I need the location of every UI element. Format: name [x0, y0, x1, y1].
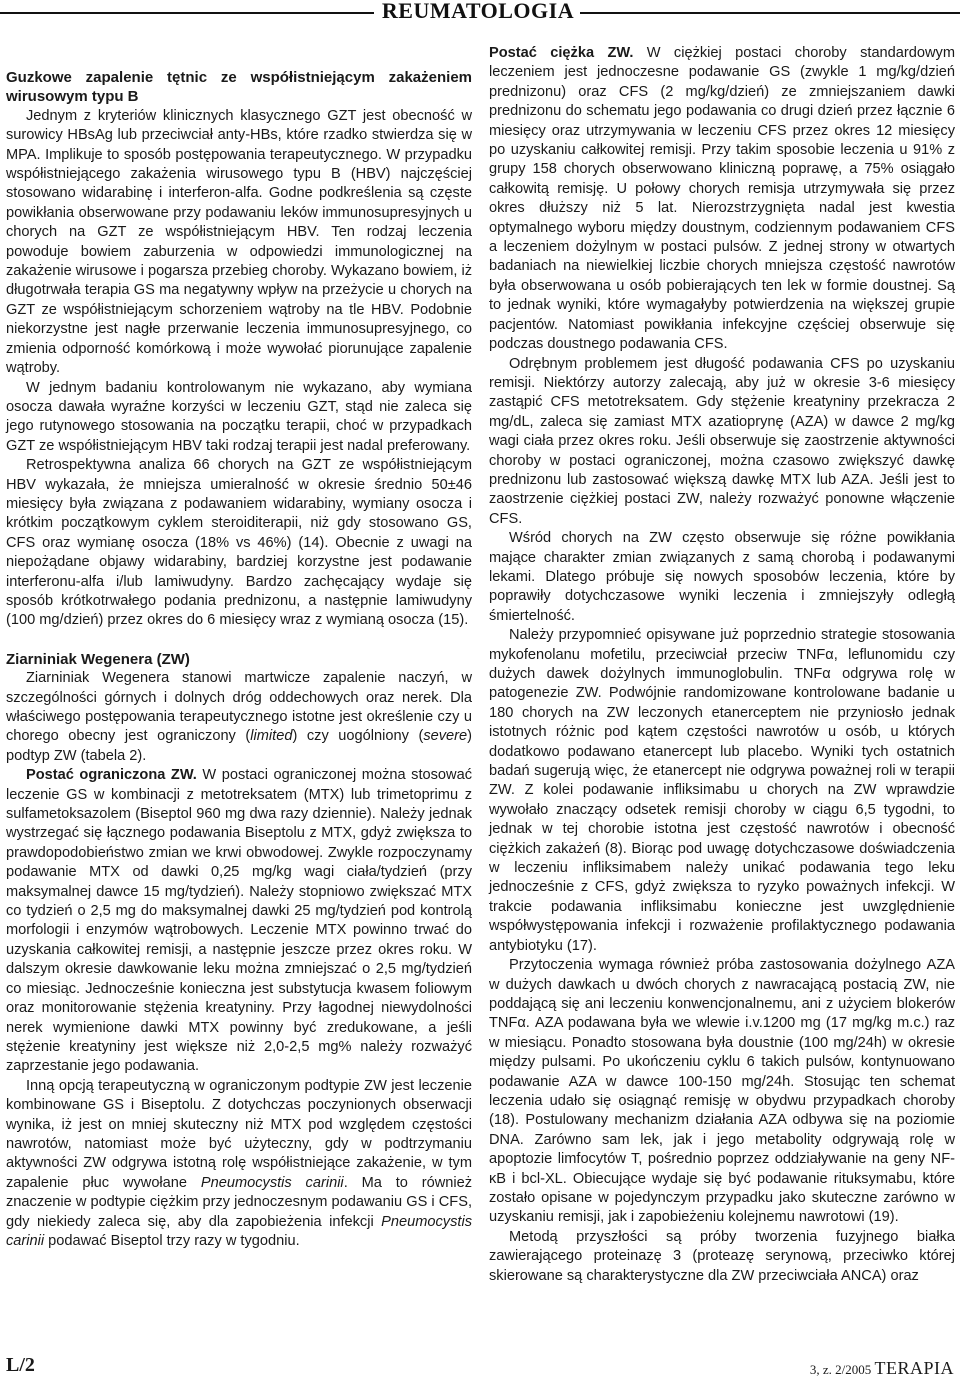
paragraph: Postać ograniczona ZW. W postaci ograniczonej można stosować leczenie GS w kombinacji z metotreksatem (MTX) lub trimetoprimu z sulfametoksazolem (Biseptol 960 mg dwa razy dziennie). Należy jednak wystrzegać się łącznego podawania Biseptolu z MTX, gdyż zwiększa to prawdopodobieństwo zmian we krwi obwodowej. Zwykle rozpoczynamy podawanie MTX od dawki 0,25 mg/kg wagi ciała/tydzień (przy maksymalnej dawce 15 mg/tydzień). Należy stopniowo zwiększać MTX co tydzień o 2,5 mg do maksymalnej dawki 25 mg/tydzień pod kontrolą morfologii i enzymów wątrobowych. Leczenie MTX powinno trwać do uzyskania całkowitej remisji, a następnie jeszcze przez okres roku. W dalszym okresie dawkowanie leku można zmniejszać o 2,5 mg/tydzień co miesiąc. Jednocześnie konieczna jest substytucja kwasem foliowym oraz monitorowanie stężenia kreatyniny. Przy łagodnej niewydolności nerek wymienione dawki MTX powinny być zredukowane, a jeśli stężenie kreatyniny jest większe niż 2,0-2,5 mg% należy rozważyć zaprzestanie jego podawania. — [6, 767, 472, 1075]
left-column — [6, 68, 472, 1251]
page-number: L/2 — [6, 1354, 35, 1376]
run-in-heading: Postać ograniczona ZW. — [26, 767, 197, 784]
paragraph: Retrospektywna analiza 66 chorych na GZT ze współistniejącym HBV wykazała, że mniejsza umieralność w okresie średnio 50±46 miesięcy była związana z podawaniem widarabiny, wymiany osocza i krótkim początkowym cyklem steroiditerapii, niż gdy stosowano GS, CFS oraz wymianę osocza (18% vs 46%) (14). Obecnie z uwagi na niepożądane objawy widarabiny, bardziej korzystne jest podawanie interferonu-alfa i/lub lamiwudyny. Bardzo zachęcający wydaje się sposób krótkotrwałego podania prednizonu, a następnie lamiwudyny (100 mg/dzień) przez okres do 6 miesięcy wraz z wymianą osocza (15). — [6, 457, 472, 629]
journal-name: TERAPIA — [874, 1358, 954, 1378]
heading-gzt-hbv: Guzkowe zapalenie tętnic ze współistniejącym zakażeniem wirusowym typu B — [6, 69, 472, 106]
issue-info: 3, z. 2/2005 — [809, 1362, 872, 1377]
paragraph: Jednym z kryteriów klinicznych klasycznego GZT jest obecność w surowicy HBsAg lub przeciwciał anty-HBs, które rzadko stwierdza się w MPA. Implikuje to sposób postępowania terapeutycznego. W przypadku współistniejącego zakażenia wirusowego typu B (HBV) najczęściej stosowano widarabinę i interferon-alfa. Godne podkreślenia są częste powikłania obserwowane przy podawaniu leków immunosupresyjnych u chorych na GZT ze współistniejącym HBV. Ten rodzaj leczenia powoduje bowiem zaburzenia w odpowiedzi immunologicznej na zakażenie wirusowe i pogarsza przebieg choroby. Wykazano bowiem, iż długotrwała terapia GS ma negatywny wpływ na przeżycie u chorych na GZT ze współistniejącym schorzeniem wątroby na tle HBV. Podobnie niekorzystne jest nagłe przerwanie leczenia immunosupresyjnego, co zmienia odporność komórkową i może wywołać piorunujące zapalenie wątroby. — [6, 107, 473, 377]
journal-footer — [810, 1358, 954, 1379]
paragraph: Odrębnym problemem jest długość podawania CFS po uzyskaniu remisji. Niektórzy autorzy zalecają, aby już w okresie 3-6 miesięcy zastąpić CFS metotreksatem. Gdy stężenie kreatyniny przekracza 2 mg/dL, zaleca się zamiast MTX azatioprynę (AZA) w dawce 2 mg/kg wagi ciała przez okres roku. Jeśli obserwuje się zaostrzenie aktywności choroby w postaci ograniczonej, można czasowo zwiększyć dawkę prednizonu lub zastosować większą dawkę MTX lub AZA. Jeśli jest to zaostrzenie ciężkiej postaci ZW, należy rozważyć ponowne włączenie CFS. — [489, 355, 955, 527]
paragraph: Wśród chorych na ZW często obserwuje się różne powikłania mające charakter zmian związanych z samą chorobą i podawanymi lekami. Dlatego próbuje się nowych sposobów leczenia, które by poprawiły dotychczasowe wyniki leczenia i zmniejszyły odległą śmiertelność. — [489, 530, 955, 624]
section-title: REUMATOLOGIA — [381, 0, 575, 23]
paragraph: Ziarniniak Wegenera stanowi martwicze zapalenie naczyń, w szczególności górnych i dolnych dróg oddechowych oraz nerek. Dla właściwego postępowania terapeutycznego istotne jest określenie czy u chorego obecny jest ograniczony (limited) czy uogólniony (severe) podtyp ZW (tabela 2). — [6, 670, 473, 764]
page-header — [0, 0, 960, 26]
right-column — [489, 44, 955, 1286]
header-rule-left — [0, 12, 374, 14]
paragraph: Przytoczenia wymaga również próba zastosowania dożylnego AZA w dużych dawkach u dwóch chorych z nawracającą postacią ZW, nie poddającą się ani leczeniu konwencjonalnemu, ani z użyciem blokerów TNFα. AZA podawana była we wlewie i.v.1200 mg (17 mg/kg m.c.) raz w miesiącu. Ponadto stosowana była doustnie (100 mg/24h) w okresie między pulsami. Po ukończeniu cyklu 6 takich pulsów, kontynuowano podawanie AZA w dawce 100-150 mg/24h. Stosując ten schemat leczenia udało się osiągnąć remisję w obydwu przypadkach choroby (18). Postulowany mechanizm działania AZA odbywa się na poziomie DNA. Zarówno sam lek, jak i jego metabolity odgrywają rolę w apoptozie limfocytów T, pośrednio poprzez oddziaływanie na geny NF-κB i bcl-XL. Obiecujące wydaje się być podawanie rituksymabu, które zostało opisane w pojedynczym przypadku jako skuteczne zarówno w uzyskaniu remisji, jak i zapobieżeniu kolejnemu nawrotowi (19). — [489, 957, 955, 1226]
run-in-heading: Postać ciężka ZW. — [489, 45, 634, 61]
paragraph: Postać ciężka ZW. W ciężkiej postaci choroby standardowym leczeniem jest jednoczesne podawanie GS (zwykle 1 mg/kg/dzień prednizonu) oraz CFS (2 mg/kg/dzień) ze zmniejszaniem dawki prednizonu do schematu jego podawania co drugi dzień przez łącznie 6 miesięcy oraz utrzymywania w leczeniu CFS przez okres 12 miesięcy po uzyskaniu całkowitej remisji. Przy takim sposobie leczenia u 91% z grupy 158 chorych obserwowano kliniczną poprawę, a 75% osiągało całkowitą remisję. U połowy chorych remisja utrzymywała się przez okres dłuższy niż 5 lat. Nierozstrzygnięta nadal jest kwestia optymalnego wyboru między doustnym, codziennym podawaniem CFS a leczeniem dożylnym w postaci pulsów. Z jednej strony w otwartych badaniach na niewielkiej liczbie chorych mniejsza częstość nawrotów była obserwowana u osób pobierających ten lek w formie doustnej. Są to jednak wyniki, które wymagałyby potwierdzenia na większej grupie pacjentów. Natomiast powikłania infekcyjne częściej obserwuje się podczas doustnego podawania CFS. — [489, 45, 955, 353]
paragraph: Metodą przyszłości są próby tworzenia fuzyjnego białka zawierającego proteinazę 3 (proteazę serynową, przeciwko której skierowane są charakterystyczne dla ZW przeciwciała ANCA) oraz — [489, 1228, 955, 1284]
paragraph: Inną opcją terapeutyczną w ograniczonym podtypie ZW jest leczenie kombinowane GS i Biseptolu. Z dotychczas poczynionych obserwacji wynika, iż jest on mniej skuteczny niż MTX pod względem częstości nawrotów, natomiast może być użyteczny, gdy w podtrzymaniu aktywności ZW odgrywa istotną rolę współistniejące zakażenie, w tym zapalenie płuc wywołane Pneumocystis carinii. Ma to również znaczenie w podtypie ciężkim przy jednoczesnym podawaniu GS i CFS, gdy niekiedy zaleca się, aby dla zapobieżenia infekcji Pneumocystis carinii podawać Biseptol trzy razy w tygodniu. — [6, 1077, 473, 1249]
heading-wegener: Ziarniniak Wegenera (ZW) — [6, 650, 190, 668]
header-rule-right — [580, 12, 960, 14]
paragraph: W jednym badaniu kontrolowanym nie wykazano, aby wymiana osocza dawała wyraźne korzyści w leczeniu GZT, stąd nie zaleca się jego rutynowego stosowania na początku terapii, choć w przypadkach GZT ze współistniejącym HBV taki rodzaj terapii jest nadal preferowany. — [6, 379, 472, 454]
paragraph: Należy przypomnieć opisywane już poprzednio strategie stosowania mykofenolanu mofetilu, przeciwciał przeciw TNFα, leflunomidu czy dużych dawek dożylnych immunoglobulin. TNFα odgrywa rolę w patogenezie ZW. Podwójnie randomizowane kontrolowane badanie u 180 chorych na ZW leczonych etanerceptem nie przyniosło jednak istotnych różnic pod kątem częstości nawrotów u osób, u których dodatkowo podawano etanercept lub placebo. Wyniki tych ostatnich badań sugerują więc, że etanercept nie odgrywa poważnej roli w terapii ZW. Z kolei podawanie infliksimabu u chorych na ZW wprawdzie wywołało znaczący odsetek remisji choroby w ciągu 6,5 tygodni, to jednak w tej chorobie istotna jest częstość nawrotów i obecność ciężkich zakażeń (8). Biorąc pod uwagę dotychczasowe doświadczenia w leczeniu infliksimabem należy unikać podawania tego leku jednocześnie z CFS, gdyż zwiększa to ryzyko poważnych infekcji. W trakcie podawania infliksimabu konieczne jest uwzględnienie współwystępowania infekcji i rozważenie profilaktycznego podawania antybiotyku (17). — [489, 627, 955, 954]
